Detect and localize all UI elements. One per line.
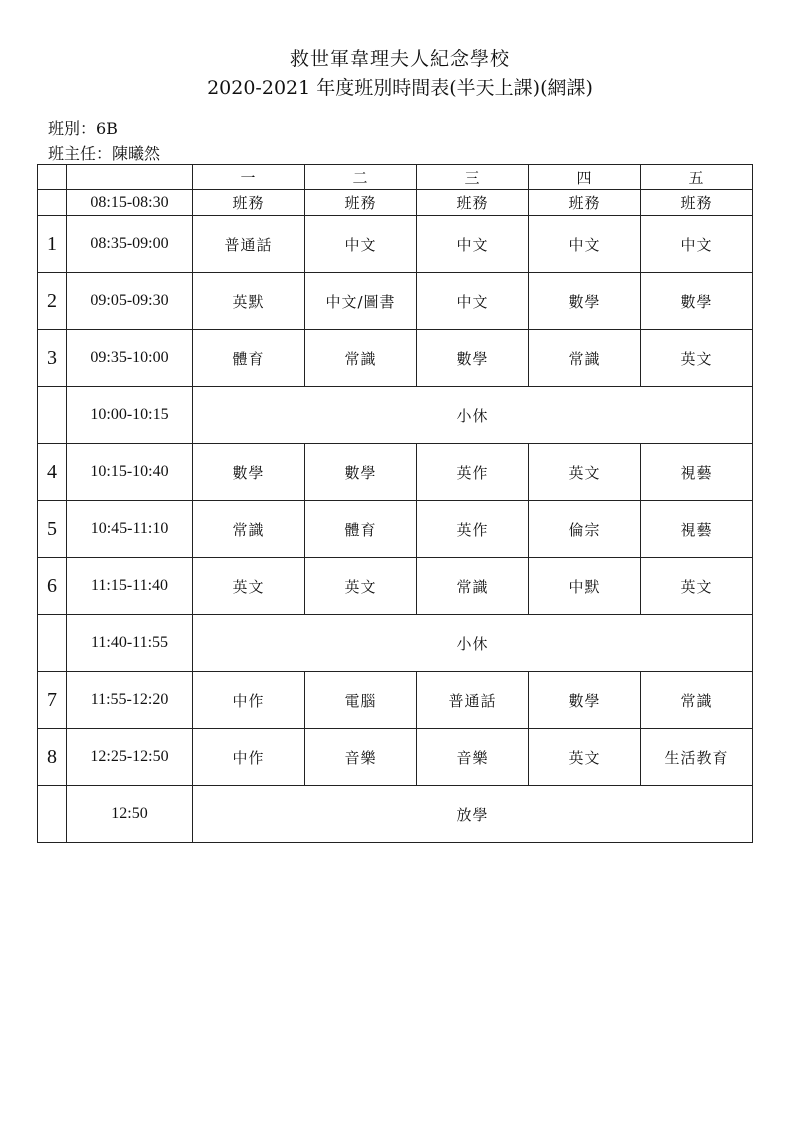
- period-row: [38, 216, 753, 273]
- time-cell: 09:05-09:30: [67, 273, 193, 330]
- subject-cell: 英文: [529, 729, 641, 786]
- period-number: 3: [38, 330, 67, 387]
- period-number: 7: [38, 672, 67, 729]
- subject-cell: 班務: [417, 190, 529, 216]
- subject-cell: 數學: [193, 444, 305, 501]
- break-row: [38, 387, 753, 444]
- subject-cell: 倫宗: [529, 501, 641, 558]
- day-header-row: [38, 165, 753, 190]
- period-row: [38, 501, 753, 558]
- subject-cell: 數學: [305, 444, 417, 501]
- subject-cell: 常識: [305, 330, 417, 387]
- time-cell: 08:35-09:00: [67, 216, 193, 273]
- time-cell: 09:35-10:00: [67, 330, 193, 387]
- period-row: [38, 330, 753, 387]
- break-label: 放學: [193, 786, 753, 843]
- time-cell: 12:25-12:50: [67, 729, 193, 786]
- timetable: [37, 164, 753, 843]
- subject-cell: 常識: [193, 501, 305, 558]
- subject-cell: 中作: [193, 672, 305, 729]
- period-number: 2: [38, 273, 67, 330]
- time-cell: 08:15-08:30: [67, 190, 193, 216]
- time-cell: 11:55-12:20: [67, 672, 193, 729]
- subject-cell: 常識: [417, 558, 529, 615]
- subject-cell: 體育: [193, 330, 305, 387]
- break-label: 小休: [193, 615, 753, 672]
- subject-cell: 班務: [305, 190, 417, 216]
- subject-cell: 中文/圖書: [305, 273, 417, 330]
- day-header: 一: [193, 165, 305, 190]
- time-header-cell: [67, 165, 193, 190]
- period-number: [38, 387, 67, 444]
- period-row: [38, 672, 753, 729]
- period-number: 4: [38, 444, 67, 501]
- break-label: 小休: [193, 387, 753, 444]
- time-cell: 10:00-10:15: [67, 387, 193, 444]
- subject-cell: 音樂: [305, 729, 417, 786]
- subject-cell: 數學: [641, 273, 753, 330]
- time-cell: 10:45-11:10: [67, 501, 193, 558]
- subject-cell: 中文: [529, 216, 641, 273]
- corner-cell: [38, 165, 67, 190]
- day-header: 三: [417, 165, 529, 190]
- subject-cell: 中文: [641, 216, 753, 273]
- subject-cell: 英文: [529, 444, 641, 501]
- subject-cell: 班務: [529, 190, 641, 216]
- subject-cell: 英文: [193, 558, 305, 615]
- period-row: [38, 729, 753, 786]
- subject-cell: 普通話: [417, 672, 529, 729]
- subject-cell: 班務: [641, 190, 753, 216]
- break-row: [38, 786, 753, 843]
- time-cell: 11:40-11:55: [67, 615, 193, 672]
- subject-cell: 視藝: [641, 501, 753, 558]
- period-number: 6: [38, 558, 67, 615]
- subject-cell: 常識: [529, 330, 641, 387]
- subject-cell: 生活教育: [641, 729, 753, 786]
- day-header: 四: [529, 165, 641, 190]
- period-number: [38, 786, 67, 843]
- subject-cell: 中文: [417, 216, 529, 273]
- subject-cell: 英作: [417, 444, 529, 501]
- period-row: [38, 444, 753, 501]
- period-number: 1: [38, 216, 67, 273]
- period-cell: [38, 190, 67, 216]
- subject-cell: 英默: [193, 273, 305, 330]
- time-cell: 11:15-11:40: [67, 558, 193, 615]
- period-row: [38, 558, 753, 615]
- homeroom-row: [38, 190, 753, 216]
- subject-cell: 體育: [305, 501, 417, 558]
- day-header: 五: [641, 165, 753, 190]
- subject-cell: 電腦: [305, 672, 417, 729]
- day-header: 二: [305, 165, 417, 190]
- subject-cell: 英文: [641, 558, 753, 615]
- time-cell: 12:50: [67, 786, 193, 843]
- teacher-label: 班主任：陳曦然: [48, 144, 161, 163]
- time-cell: 10:15-10:40: [67, 444, 193, 501]
- subject-cell: 英文: [641, 330, 753, 387]
- period-number: [38, 615, 67, 672]
- class-label: 班別：6B: [48, 119, 118, 138]
- break-row: [38, 615, 753, 672]
- period-number: 5: [38, 501, 67, 558]
- period-row: [38, 273, 753, 330]
- subject-cell: 中文: [305, 216, 417, 273]
- period-number: 8: [38, 729, 67, 786]
- subject-cell: 視藝: [641, 444, 753, 501]
- subject-cell: 班務: [193, 190, 305, 216]
- subject-cell: 音樂: [417, 729, 529, 786]
- subject-cell: 數學: [417, 330, 529, 387]
- timetable-title: 2020-2021 年度班別時間表(半天上課)(網課): [207, 77, 593, 99]
- subject-cell: 英文: [305, 558, 417, 615]
- subject-cell: 常識: [641, 672, 753, 729]
- school-name: 救世軍韋理夫人紀念學校: [289, 48, 510, 70]
- subject-cell: 數學: [529, 273, 641, 330]
- subject-cell: 英作: [417, 501, 529, 558]
- subject-cell: 中默: [529, 558, 641, 615]
- subject-cell: 中文: [417, 273, 529, 330]
- subject-cell: 數學: [529, 672, 641, 729]
- subject-cell: 普通話: [193, 216, 305, 273]
- subject-cell: 中作: [193, 729, 305, 786]
